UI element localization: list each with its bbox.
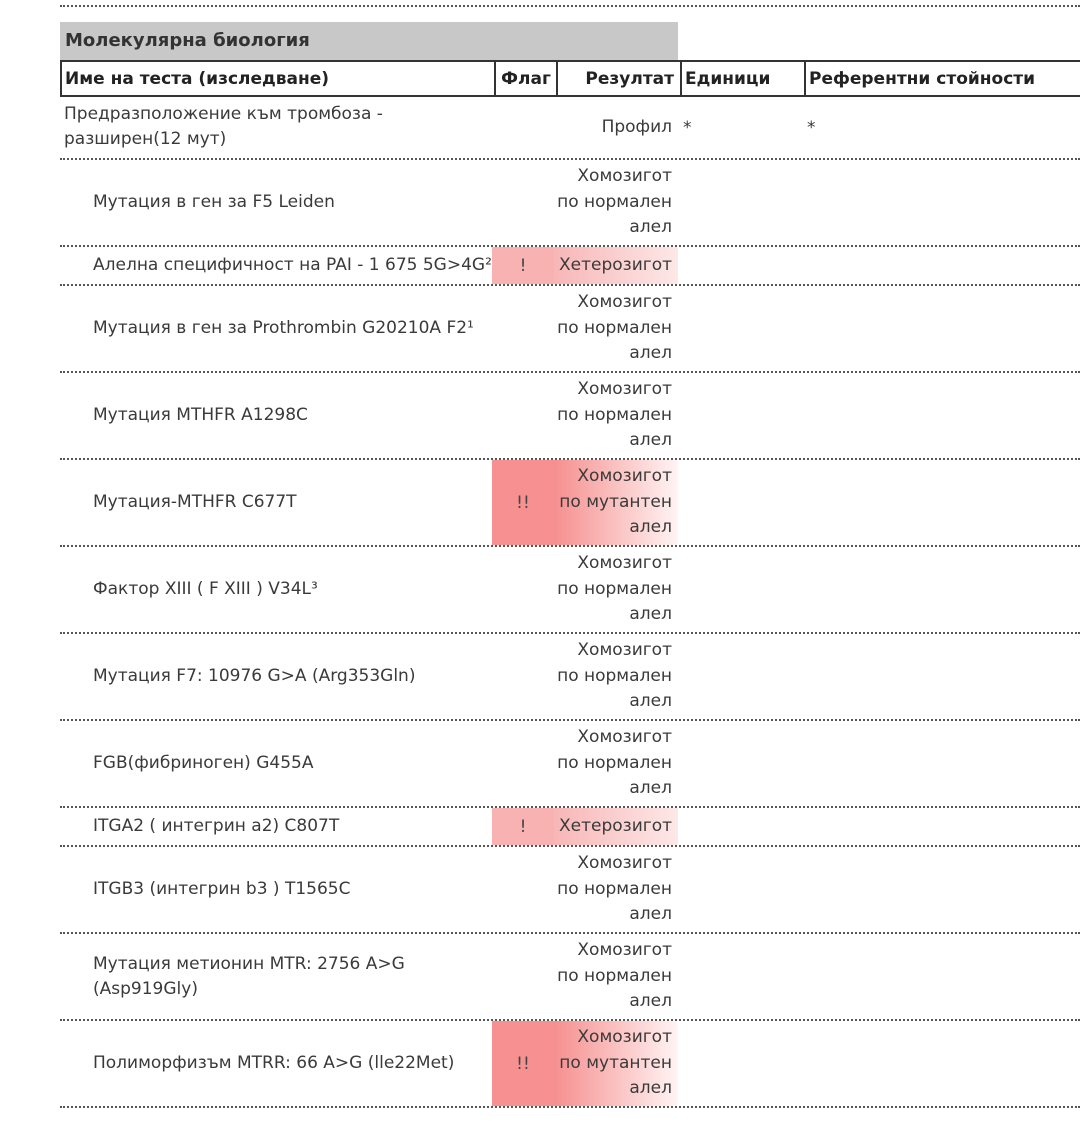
flag-cell	[492, 373, 554, 458]
units-cell	[678, 1021, 802, 1106]
result-cell	[554, 460, 678, 545]
reference-cell	[802, 286, 1080, 371]
result-text: Профил	[601, 116, 672, 137]
result-text: Хетерозигот	[559, 815, 672, 836]
result-cell	[554, 1021, 678, 1106]
flag-cell	[492, 847, 554, 932]
reference-cell	[802, 460, 1080, 545]
table-row	[60, 373, 1080, 460]
result-text: Хомозигот по нормален алел	[557, 379, 672, 451]
table-row	[60, 460, 1080, 547]
top-divider	[60, 5, 1080, 7]
test-name: Мутация MTHFR A1298C	[93, 405, 308, 425]
header-flag: Флаг	[494, 62, 556, 95]
flag-cell	[492, 721, 554, 806]
table-row	[60, 634, 1080, 721]
table-row	[60, 847, 1080, 934]
units-cell	[678, 373, 802, 458]
result-text: Хетерозигот	[559, 254, 672, 275]
results-table	[60, 97, 1080, 1108]
result-cell	[554, 847, 678, 932]
result-cell	[554, 160, 678, 245]
flag-cell	[492, 97, 554, 158]
section-title: Молекулярна биология	[60, 22, 678, 60]
units-cell	[678, 721, 802, 806]
units-cell: *	[683, 117, 692, 138]
flag-cell: !!	[492, 1021, 554, 1106]
result-text: Хомозигот по мутантен алел	[559, 466, 672, 538]
units-cell	[678, 160, 802, 245]
test-name: Мутация F7: 10976 G>A (Arg353Gln)	[93, 666, 416, 686]
table-row	[60, 286, 1080, 373]
units-cell	[678, 808, 802, 845]
table-row	[60, 160, 1080, 247]
flag-cell: !	[492, 247, 554, 284]
test-name: FGB(фибриноген) G455A	[93, 753, 314, 773]
result-cell	[554, 286, 678, 371]
table-header	[60, 60, 1080, 97]
result-text: Хомозигот по нормален алел	[557, 553, 672, 625]
result-text: Хомозигот по нормален алел	[557, 940, 672, 1012]
result-text: Хомозигот по нормален алел	[557, 853, 672, 925]
reference-cell	[802, 847, 1080, 932]
result-cell	[554, 721, 678, 806]
result-cell	[554, 934, 678, 1019]
result-cell	[554, 247, 678, 284]
test-name: Предразположение към тромбоза - разширен(12 мут)	[64, 104, 383, 149]
test-name: ITGA2 ( интегрин a2) C807T	[93, 816, 340, 836]
result-text: Хомозигот по нормален алел	[557, 640, 672, 712]
test-name: Фактор XIII ( F XIII ) V34L³	[93, 579, 318, 599]
units-cell	[678, 286, 802, 371]
result-cell	[554, 547, 678, 632]
result-text: Хомозигот по нормален алел	[557, 292, 672, 364]
reference-cell	[802, 634, 1080, 719]
reference-cell	[802, 547, 1080, 632]
result-cell	[554, 808, 678, 845]
flag-cell: !	[492, 808, 554, 845]
table-row	[60, 547, 1080, 634]
table-row	[60, 1021, 1080, 1108]
reference-cell	[802, 721, 1080, 806]
reference-cell	[802, 808, 1080, 845]
test-name: Мутация метионин MTR: 2756 A>G (Asp919Gly)	[93, 953, 405, 999]
units-cell	[678, 847, 802, 932]
reference-cell	[802, 1021, 1080, 1106]
header-reference: Референтни стойности	[804, 62, 1080, 95]
flag-cell	[492, 286, 554, 371]
result-cell	[554, 373, 678, 458]
result-text: Хомозигот по мутантен алел	[559, 1027, 672, 1099]
flag-cell	[492, 547, 554, 632]
reference-cell	[802, 160, 1080, 245]
test-name: Мутация в ген за F5 Leiden	[93, 192, 335, 212]
table-row	[60, 97, 1080, 160]
header-result: Резултат	[556, 62, 680, 95]
units-cell	[678, 460, 802, 545]
result-cell	[554, 634, 678, 719]
test-name: Мутация-MTHFR C677T	[93, 492, 297, 512]
reference-cell	[802, 373, 1080, 458]
table-row	[60, 934, 1080, 1021]
flag-cell	[492, 160, 554, 245]
units-cell	[678, 634, 802, 719]
flag-cell: !!	[492, 460, 554, 545]
table-row	[60, 808, 1080, 847]
units-cell	[678, 247, 802, 284]
flag-cell	[492, 934, 554, 1019]
test-name: Алелна специфичност на PAI - 1 675 5G>4G²	[93, 255, 492, 275]
units-cell	[678, 934, 802, 1019]
reference-cell	[802, 247, 1080, 284]
result-cell	[554, 97, 678, 158]
units-cell	[678, 547, 802, 632]
flag-cell	[492, 634, 554, 719]
table-row	[60, 247, 1080, 286]
test-name: ITGB3 (интегрин b3 ) T1565C	[93, 879, 351, 899]
header-units: Единици	[680, 62, 804, 95]
table-row	[60, 721, 1080, 808]
test-name: Мутация в ген за Prothrombin G20210A F2¹	[93, 318, 474, 338]
header-name: Име на теста (изследване)	[65, 69, 330, 89]
result-text: Хомозигот по нормален алел	[557, 166, 672, 238]
test-name: Полиморфизъм MTRR: 66 A>G (lle22Met)	[93, 1053, 455, 1073]
reference-cell	[802, 934, 1080, 1019]
result-text: Хомозигот по нормален алел	[557, 727, 672, 799]
reference-cell: *	[807, 117, 816, 138]
